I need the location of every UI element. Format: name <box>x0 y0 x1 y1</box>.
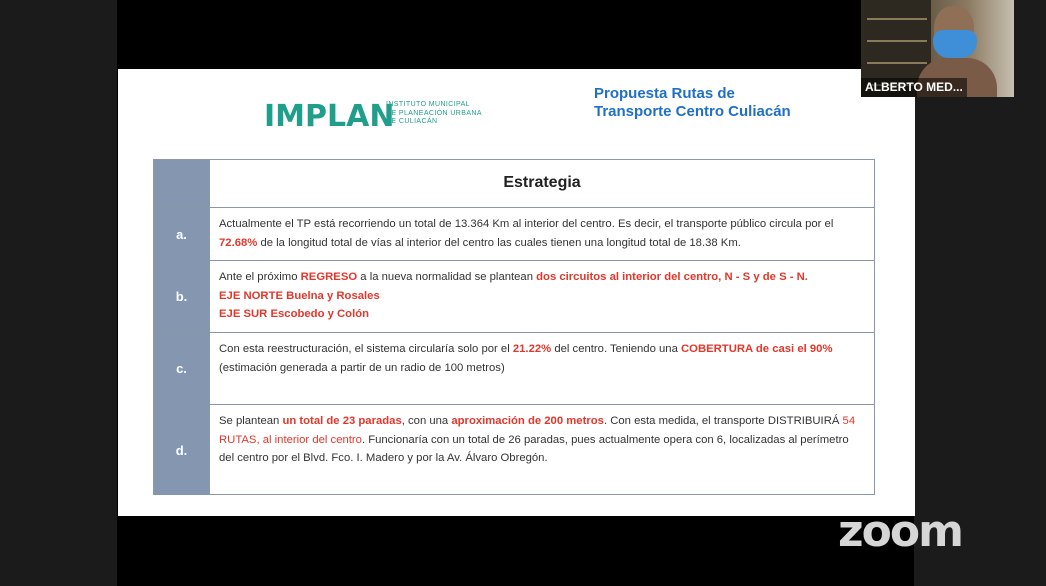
highlight: dos circuitos al interior del centro, N - S y de S - N. <box>536 271 808 283</box>
participant-name-label: ALBERTO MED... <box>861 78 967 97</box>
table-row <box>154 260 874 332</box>
table-row <box>154 404 874 495</box>
text: de la longitud total de vías al interior del centro las cuales tienen una longitud total de 18.38 Km. <box>257 236 741 249</box>
row-text <box>209 208 874 260</box>
highlight: REGRESO <box>300 271 358 283</box>
text: Ante el próximo <box>219 271 301 283</box>
strategy-table <box>153 159 875 495</box>
row-letter: d. <box>154 405 209 495</box>
text: Con esta reestructuración, el sistema circularía solo por el <box>219 343 513 355</box>
highlight: aproximación de 200 metros <box>451 415 604 427</box>
table-header: Estrategia <box>209 160 874 207</box>
participant-video-tile[interactable] <box>861 0 1014 97</box>
highlight: 21.22% <box>512 343 552 355</box>
table-row <box>154 207 874 260</box>
zoom-logo: zoom <box>838 506 962 557</box>
logo-mark: IMPLAN <box>264 99 395 134</box>
text: Se plantean <box>219 415 283 427</box>
text: . Funcionaría con un total de 26 paradas, pues actualmente opera con 6, localizadas al perímetro del centro por el Blvd. Fco. I. Madero y por la Av. Álvaro Obregón. <box>219 433 849 464</box>
row-letter: b. <box>154 261 209 332</box>
logo-subtitle-line: DE CULIACÁN <box>386 118 438 125</box>
row-text <box>209 261 874 332</box>
text: (estimación generada a partir de un radio de 100 metros) <box>219 361 505 374</box>
logo-subtitle-line: INSTITUTO MUNICIPAL <box>386 101 470 108</box>
logo-subtitle-line: DE PLANEACIÓN URBANA <box>386 109 482 117</box>
slide-title-line2: Transporte Centro Culiacán <box>594 103 791 120</box>
text: . Con esta medida, el transporte DISTRIBUIRÁ <box>603 415 843 427</box>
highlight: un total de 23 paradas <box>282 415 402 427</box>
table-header-row <box>154 160 874 207</box>
header-letter-cell <box>154 160 209 207</box>
text: del centro. Teniendo una <box>551 343 681 355</box>
highlight: 54 RUTAS, al interior del centro <box>219 415 856 446</box>
highlight: 72.68% <box>219 236 258 249</box>
highlight: EJE SUR Escobedo y Colón <box>219 308 370 320</box>
slide-title <box>594 85 854 121</box>
text: Actualmente el TP está recorriendo un total de 13.364 Km al interior del centro. Es decir, el transporte público circula por el <box>219 218 834 230</box>
row-letter: c. <box>154 333 209 404</box>
row-letter: a. <box>154 208 209 260</box>
slide-title-line1: Propuesta Rutas de <box>594 85 735 102</box>
row-text <box>209 405 874 495</box>
table-row <box>154 332 874 404</box>
face-mask <box>933 30 977 58</box>
text: , con una <box>401 415 452 427</box>
text: a la nueva normalidad se plantean <box>357 271 537 283</box>
row-text <box>209 333 874 404</box>
highlight: COBERTURA de casi el 90% <box>681 343 833 355</box>
highlight: EJE NORTE Buelna y Rosales <box>219 289 380 302</box>
logo-subtitle <box>386 101 496 127</box>
presentation-slide <box>118 69 915 516</box>
